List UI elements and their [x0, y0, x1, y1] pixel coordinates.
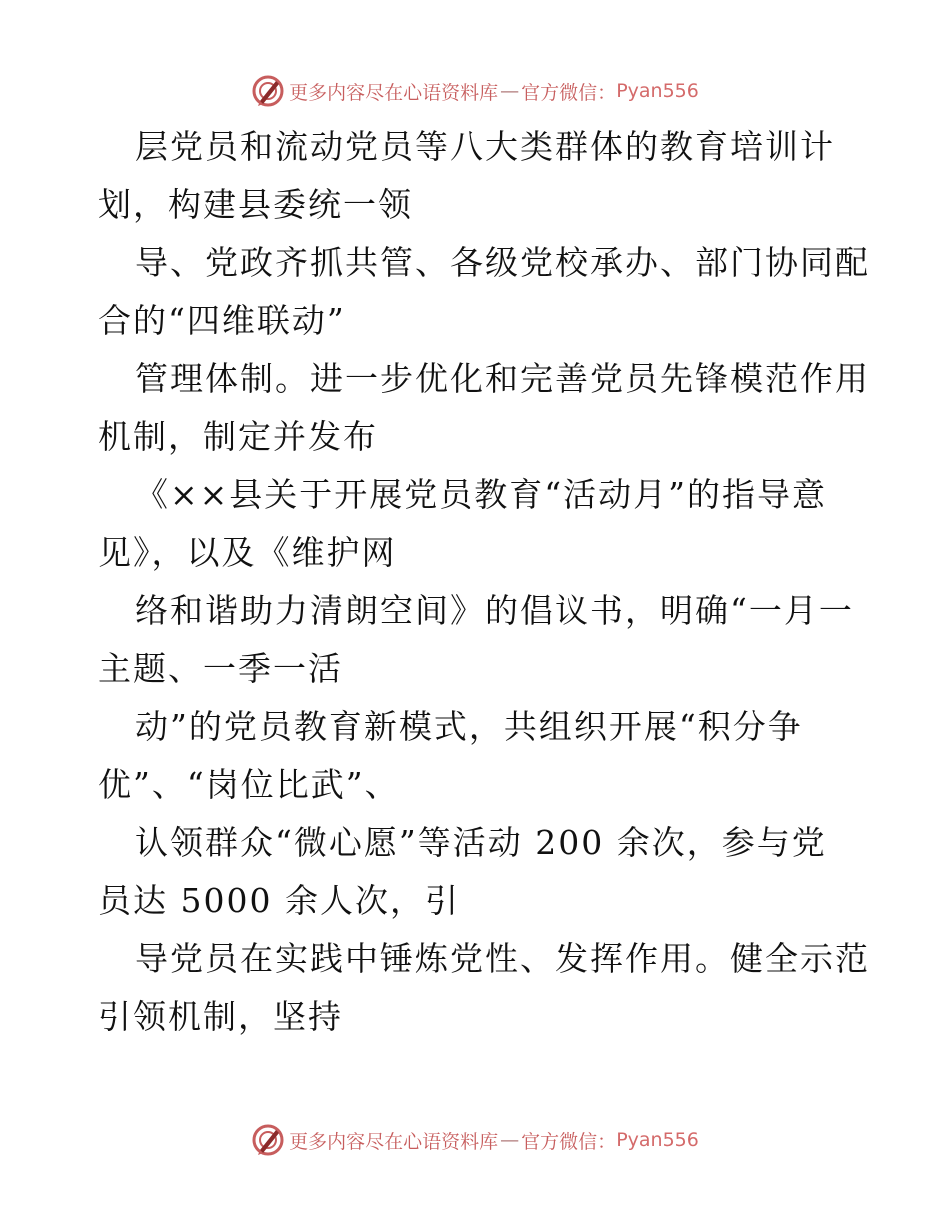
footer-watermark [0, 1120, 950, 1160]
text-line: 导、党政齐抓共管、各级党校承办、部门协同配 [135, 243, 870, 282]
text-line: 络和谐助力清朗空间》的倡议书，明确“一月一 [135, 591, 854, 630]
watermark-account: Pyan556 [616, 1129, 699, 1151]
watermark-site-text: 更多内容尽在心语资料库 [289, 1130, 499, 1153]
text-line: 管理体制。进一步优化和完善党员先锋模范作用 [135, 359, 870, 398]
text-line: 引领机制，坚持 [98, 997, 343, 1036]
text-line: 主题、一季一活 [98, 649, 343, 688]
watermark-label: 官方微信： [521, 1130, 617, 1153]
text-line: 层党员和流动党员等八大类群体的教育培训计 [135, 127, 835, 166]
text-line: 机制，制定并发布 [98, 417, 378, 456]
text-line: 优”、“岗位比武”、 [98, 765, 400, 804]
text-line: 员达 5000 余人次，引 [98, 881, 460, 920]
watermark-account: Pyan556 [616, 80, 699, 102]
pen-logo-icon [251, 74, 285, 108]
text-line: 划，构建县委统一领 [98, 185, 413, 224]
body-text [98, 118, 868, 1046]
text-line: 导党员在实践中锤炼党性、发挥作用。健全示范 [135, 939, 870, 978]
text-line: 合的“四维联动” [98, 301, 346, 340]
text-line: 动”的党员教育新模式，共组织开展“积分争 [135, 707, 803, 746]
watermark-label: 官方微信： [521, 81, 617, 104]
header-watermark [0, 71, 950, 111]
watermark-separator: — [500, 80, 520, 102]
text-line: 《××县关于开展党员教育“活动月”的指导意 [135, 475, 828, 514]
watermark-separator: — [500, 1129, 520, 1151]
text-line: 见》，以及《维护网 [98, 533, 397, 572]
watermark-site-text: 更多内容尽在心语资料库 [289, 81, 499, 104]
text-line: 认领群众“微心愿”等活动 200 余次，参与党 [135, 823, 827, 862]
pen-logo-icon [251, 1123, 285, 1157]
